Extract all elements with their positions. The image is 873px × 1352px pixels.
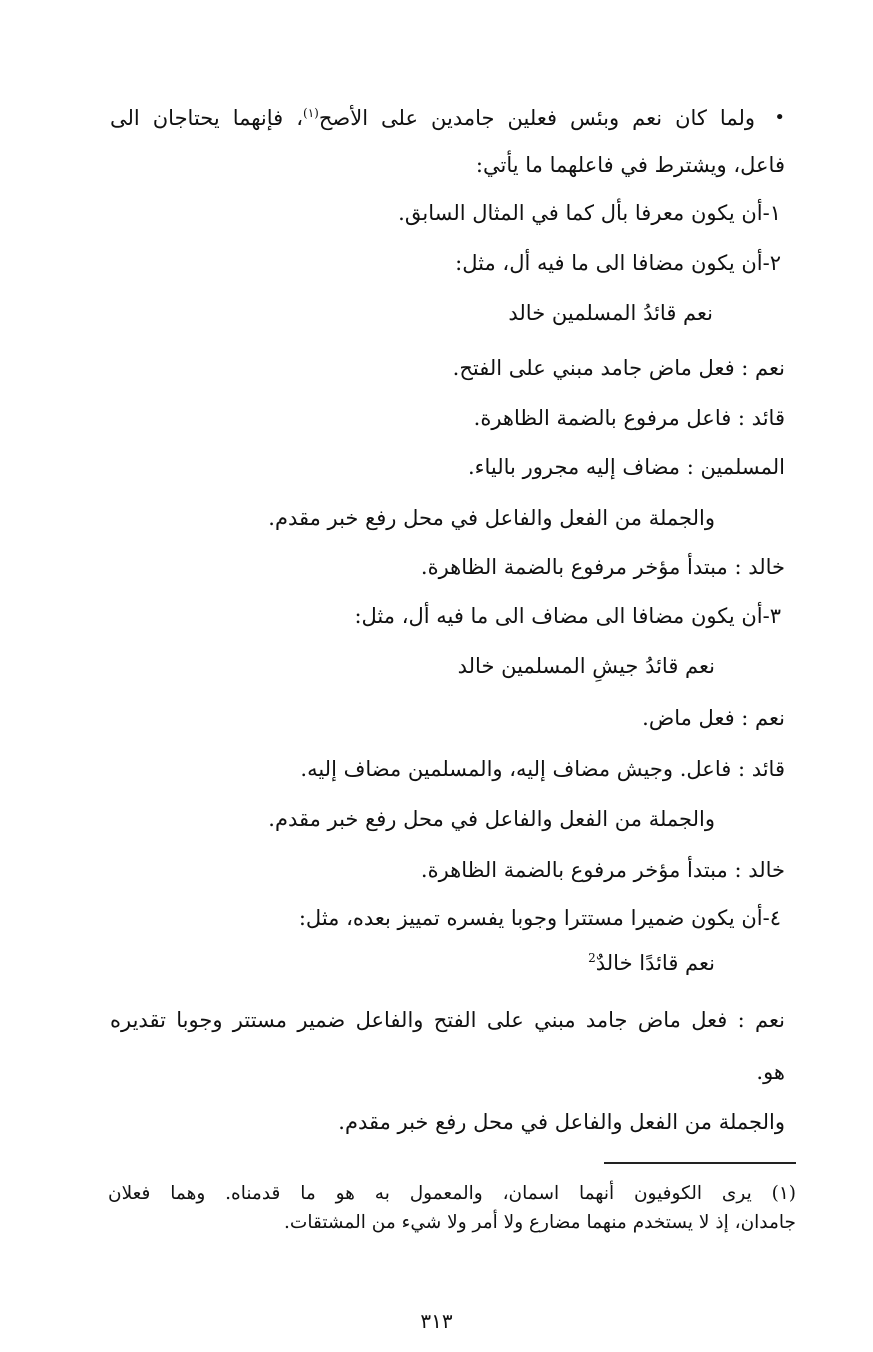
parse-2-line-1: نعم : فعل ماض جامد مبني على الفتح. (452, 356, 785, 380)
example-4 (588, 948, 715, 978)
footnote-line-2: جامدان، إذ لا يستخدم منهما مضارع ولا أمر ولا شيء من المشتقات. (284, 1212, 796, 1233)
condition-4: ٤-أن يكون ضميرا مستترا وجوبا يفسره تمييز بعده، مثل: (298, 906, 781, 930)
example-3: نعم قائدُ جيشِ المسلمين خالد (457, 654, 715, 678)
intro-line-1-text-end: ، فإنهما يحتاجان الى (110, 106, 303, 130)
parse-2-line-2: قائد : فاعل مرفوع بالضمة الظاهرة. (473, 406, 785, 430)
condition-2: ٢-أن يكون مضافا الى ما فيه أل، مثل: (455, 251, 781, 275)
parse-4-line-2: هو. (756, 1060, 785, 1084)
parse-4-line-3: والجملة من الفعل والفاعل في محل رفع خبر مقدم. (338, 1110, 785, 1134)
parse-2-line-3: المسلمين : مضاف إليه مجرور بالياء. (467, 455, 785, 479)
parse-3-line-1: نعم : فعل ماض. (642, 706, 785, 730)
parse-3-line-3: والجملة من الفعل والفاعل في محل رفع خبر مقدم. (268, 807, 715, 831)
parse-3-line-2: قائد : فاعل. وجيش مضاف إليه، والمسلمين مضاف إليه. (300, 757, 785, 781)
parse-2-line-4: والجملة من الفعل والفاعل في محل رفع خبر مقدم. (268, 506, 715, 530)
intro-line-1 (110, 103, 755, 133)
intro-line-2: فاعل، ويشترط في فاعلهما ما يأتي: (475, 153, 785, 177)
bullet-mark: • (774, 107, 785, 128)
example-4-text: نعم قائدًا خالدٌ (595, 951, 715, 975)
footnote-marker: (١) (303, 106, 319, 120)
example-4-marker: 2 (588, 951, 596, 965)
footnote-divider (604, 1162, 796, 1164)
intro-line-1-text: ولما كان نعم وبئس فعلين جامدين على الأصح (318, 106, 755, 130)
page-number: ٣١٣ (420, 1309, 453, 1333)
parse-2-line-5: خالد : مبتدأ مؤخر مرفوع بالضمة الظاهرة. (420, 555, 785, 579)
condition-1: ١-أن يكون معرفا بأل كما في المثال السابق. (398, 201, 781, 225)
parse-4-line-1: نعم : فعل ماض جامد مبني على الفتح والفاعل ضمير مستتر وجوبا تقديره (110, 1008, 785, 1032)
footnote-line-1: (١) يرى الكوفيون أنهما اسمان، والمعمول به هو ما قدمناه. وهما فعلان (108, 1183, 796, 1204)
condition-3: ٣-أن يكون مضافا الى مضاف الى ما فيه أل، مثل: (354, 604, 781, 628)
parse-3-line-4: خالد : مبتدأ مؤخر مرفوع بالضمة الظاهرة. (420, 858, 785, 882)
example-2: نعم قائدُ المسلمين خالد (508, 301, 713, 325)
